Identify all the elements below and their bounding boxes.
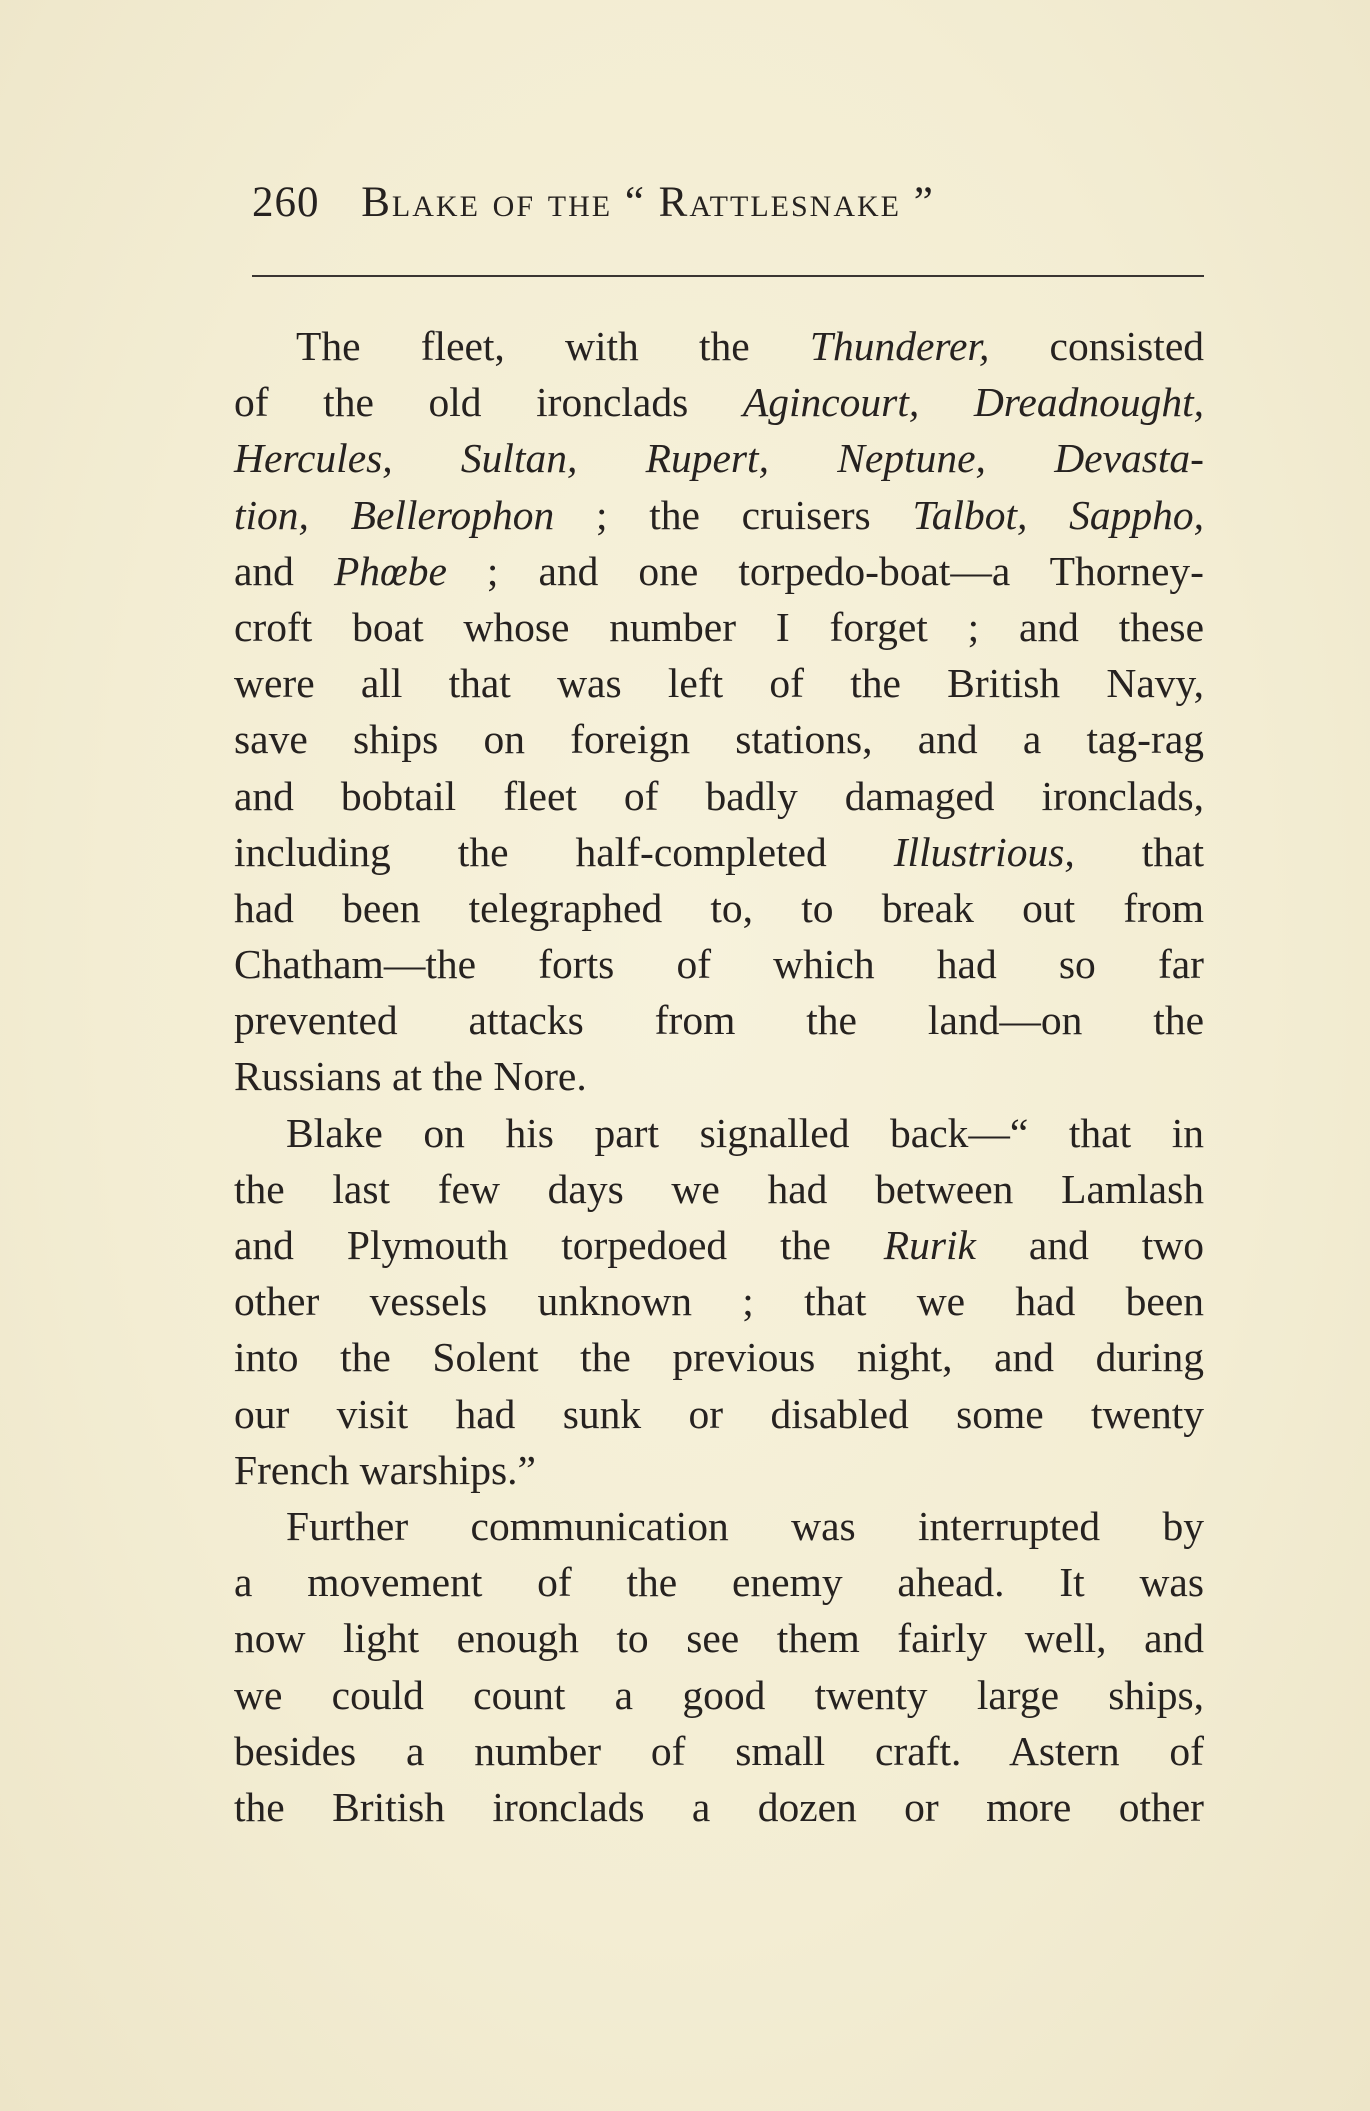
text-line (234, 1386, 1204, 1442)
text-segment: now light enough to see them fairly well, and (234, 1615, 1204, 1662)
text-segment: and Plymouth torpedoed the (234, 1222, 884, 1268)
text-segment: Chatham—the forts of which had so far (234, 941, 1204, 988)
text-segment: the last few days we had between Lamlash (234, 1165, 1204, 1212)
ship-names: tion, Bellerophon (234, 491, 555, 538)
text-segment: and two (975, 1222, 1205, 1268)
ship-names: Talbot, Sappho, (912, 491, 1204, 538)
text-segment: consisted (989, 323, 1205, 369)
running-title: Blake of the “ Rattlesnake ” (361, 179, 935, 226)
text-line (234, 1161, 1204, 1217)
text-segment: a movement of the enemy ahead. It was (234, 1559, 1204, 1606)
text-segment: Russians at the Nore. (234, 1053, 587, 1100)
text-line (234, 1610, 1204, 1666)
text-line (234, 1105, 1204, 1161)
text-segment: other vessels unknown ; that we had been (234, 1278, 1204, 1325)
text-line (234, 487, 1204, 543)
text-line (234, 880, 1204, 936)
text-segment: croft boat whose number I forget ; and these (234, 603, 1204, 650)
page-header (252, 178, 1212, 238)
ship-name: Rurik (883, 1222, 976, 1268)
text-segment: including the half-completed (234, 828, 894, 875)
body-text (234, 318, 1204, 1835)
text-line (234, 992, 1204, 1048)
ship-name: Thunderer, (809, 323, 990, 369)
text-line (234, 543, 1204, 599)
text-line (234, 318, 1204, 374)
text-line (234, 599, 1204, 655)
text-line (234, 711, 1204, 767)
text-segment: The fleet, with the (296, 323, 810, 369)
text-line (234, 1442, 1204, 1498)
text-line (234, 1723, 1204, 1779)
ship-names: Hercules, Sultan, Rupert, Neptune, Devasta- (234, 435, 1204, 482)
text-segment: into the Solent the previous night, and during (234, 1334, 1204, 1381)
ship-name: Phœbe (333, 547, 447, 594)
text-line (234, 1554, 1204, 1610)
text-segment: Blake on his part signalled back—“ that in (286, 1109, 1204, 1156)
text-line (234, 936, 1204, 992)
text-line (234, 768, 1204, 824)
text-segment: were all that was left of the British Navy, (234, 660, 1204, 707)
page-number: 260 (252, 179, 320, 226)
text-segment: French warships.” (234, 1446, 536, 1493)
text-segment: had been telegraphed to, to break out from (234, 884, 1204, 931)
text-line (234, 1048, 1204, 1104)
text-line (234, 1273, 1204, 1329)
text-segment: our visit had sunk or disabled some twenty (234, 1390, 1204, 1437)
text-line (234, 1217, 1204, 1273)
text-line (234, 1667, 1204, 1723)
text-line (234, 430, 1204, 486)
text-segment: the British ironclads a dozen or more other (234, 1783, 1204, 1830)
text-segment: that (1074, 828, 1204, 875)
text-line (234, 1329, 1204, 1385)
text-line (234, 655, 1204, 711)
text-line (234, 374, 1204, 430)
text-segment: ; and one torpedo-boat—a Thorney- (446, 547, 1204, 594)
text-segment: besides a number of small craft. Astern of (234, 1727, 1204, 1774)
text-segment: Further communication was interrupted by (286, 1502, 1204, 1549)
text-segment: of the old ironclads (234, 379, 743, 426)
ship-name: Illustrious, (893, 828, 1075, 875)
text-line (234, 824, 1204, 880)
header-rule (252, 275, 1204, 277)
text-segment: we could count a good twenty large ships, (234, 1671, 1204, 1718)
ship-names: Agincourt, Dreadnought, (742, 379, 1204, 426)
text-line (234, 1779, 1204, 1835)
text-segment: and (234, 547, 334, 594)
text-line (234, 1498, 1204, 1554)
text-segment: ; the cruisers (554, 491, 913, 538)
text-segment: save ships on foreign stations, and a tag-rag (234, 716, 1204, 763)
text-segment: and bobtail fleet of badly damaged ironclads, (234, 772, 1204, 819)
text-segment: prevented attacks from the land—on the (234, 997, 1204, 1044)
